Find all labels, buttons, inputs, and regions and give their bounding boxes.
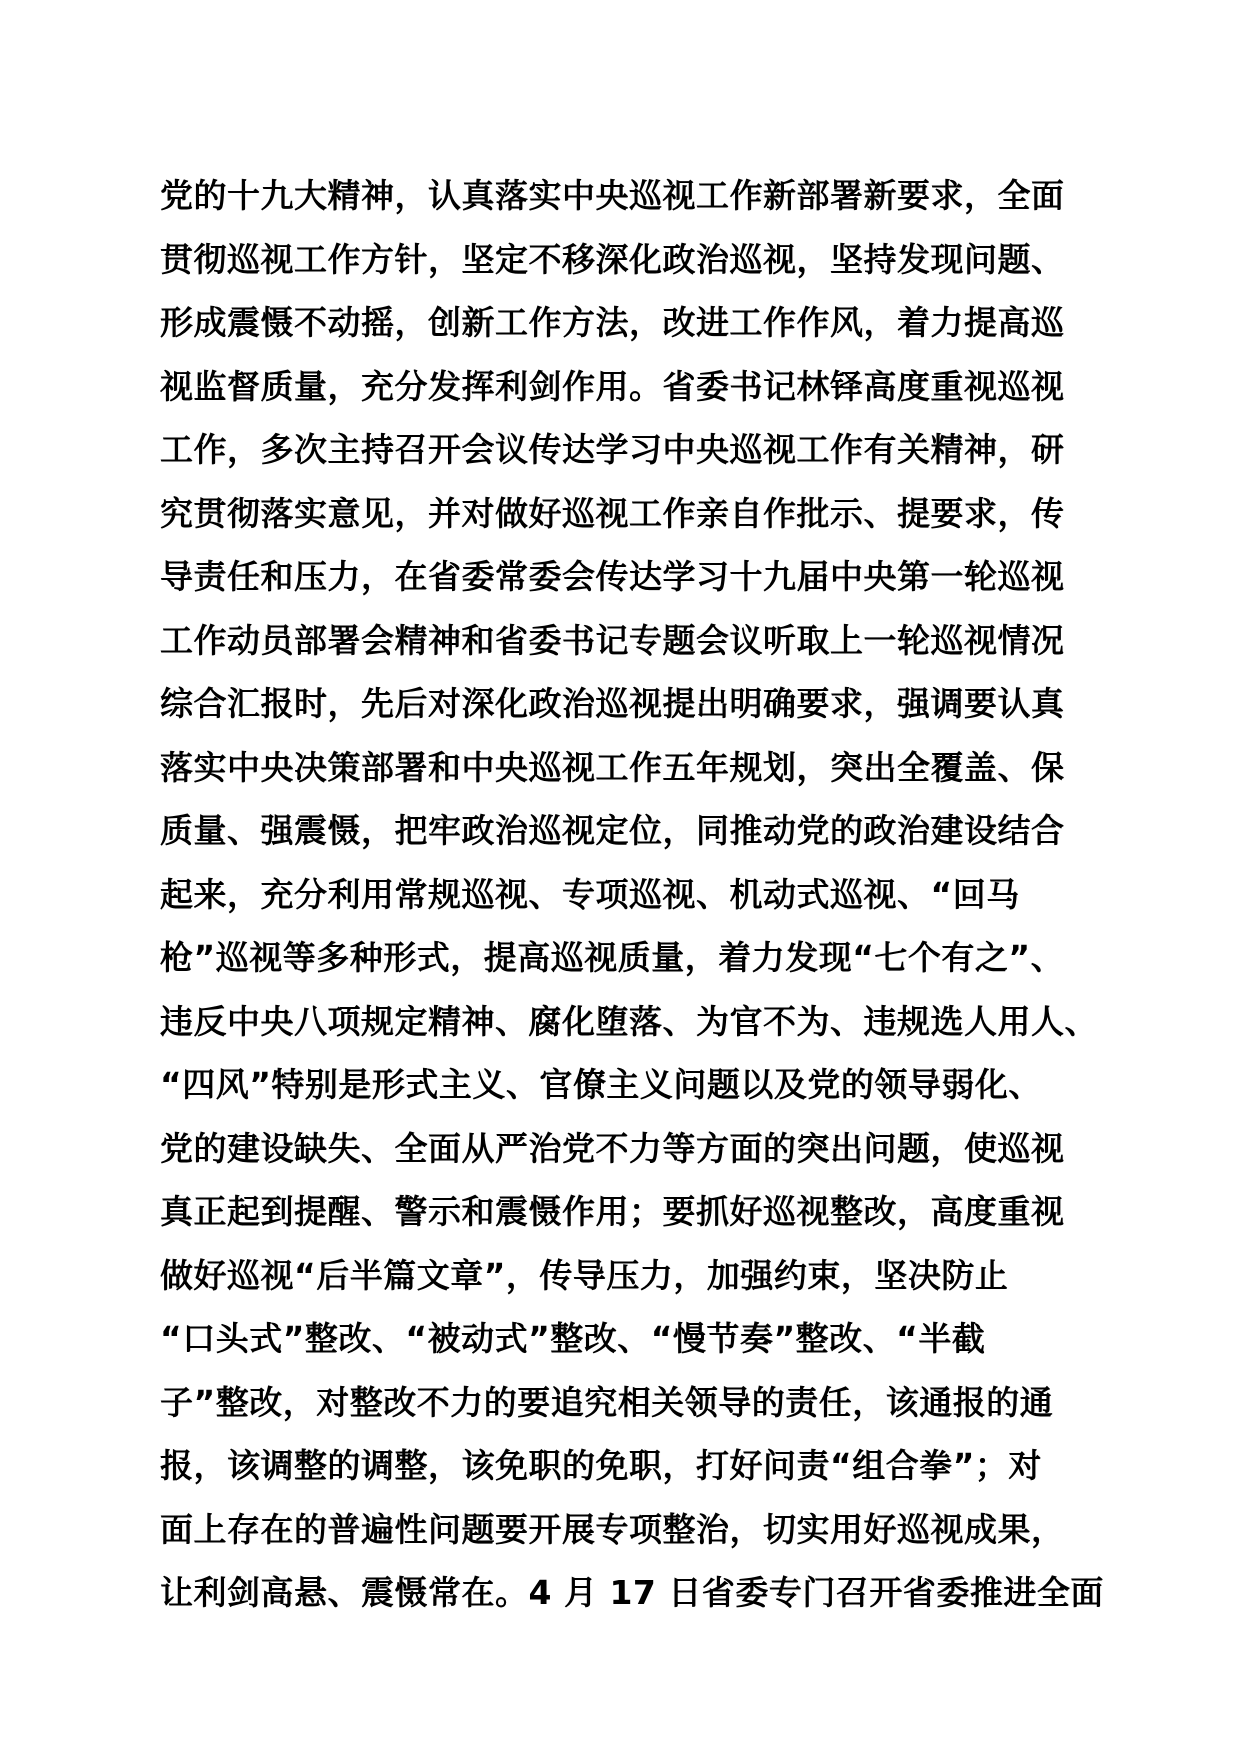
text-line: 让利剑高悬、震慑常在。4 月 17 日省委专门召开省委推进全面 xyxy=(160,1573,1104,1612)
text-line: 面上存在的普遍性问题要开展专项整治，切实用好巡视成果， xyxy=(160,1509,1065,1549)
text-line: 落实中央决策部署和中央巡视工作五年规划，突出全覆盖、保 xyxy=(160,747,1065,787)
text-line: 子”整改，对整改不力的要追究相关领导的责任，该通报的通 xyxy=(160,1382,1054,1422)
text-line: 起来，充分利用常规巡视、专项巡视、机动式巡视、“回马 xyxy=(160,874,1020,914)
text-line: 党的十九大精神，认真落实中央巡视工作新部署新要求，全面 xyxy=(160,176,1065,215)
text-line: “四风”特别是形式主义、官僚主义问题以及党的领导弱化、 xyxy=(160,1065,1042,1104)
text-line: 视监督质量，充分发挥利剑作用。省委书记林铎高度重视巡视 xyxy=(160,366,1065,406)
text-line: 究贯彻落实意见，并对做好巡视工作亲自作批示、提要求，传 xyxy=(160,493,1065,533)
text-line: 贯彻巡视工作方针，坚定不移深化政治巡视，坚持发现问题、 xyxy=(160,239,1065,279)
text-line: 党的建设缺失、全面从严治党不力等方面的突出问题，使巡视 xyxy=(160,1128,1065,1168)
text-line: 综合汇报时，先后对深化政治巡视提出明确要求，强调要认真 xyxy=(160,684,1065,723)
text-line: 形成震慑不动摇，创新工作方法，改进工作作风，着力提高巡 xyxy=(160,303,1065,342)
text-line: 导责任和压力，在省委常委会传达学习十九届中央第一轮巡视 xyxy=(160,557,1065,596)
text-line: 真正起到提醒、警示和震慑作用；要抓好巡视整改，高度重视 xyxy=(160,1192,1065,1231)
text-line: 枪”巡视等多种形式，提高巡视质量，着力发现“七个有之”、 xyxy=(160,938,1065,977)
body-text xyxy=(160,164,1104,1625)
text-line: 工作动员部署会精神和省委书记专题会议听取上一轮巡视情况 xyxy=(160,620,1065,660)
text-line: 做好巡视“后半篇文章”，传导压力，加强约束，坚决防止 xyxy=(160,1255,1009,1295)
text-line: 质量、强震慑，把牢政治巡视定位，同推动党的政治建设结合 xyxy=(160,811,1065,850)
text-line: “口头式”整改、“被动式”整改、“慢节奏”整改、“半截 xyxy=(160,1319,986,1358)
text-line: 工作，多次主持召开会议传达学习中央巡视工作有关精神，研 xyxy=(160,430,1065,469)
text-line: 报，该调整的调整，该免职的免职，打好问责“组合拳”；对 xyxy=(160,1446,1042,1485)
text-line: 违反中央八项规定精神、腐化堕落、为官不为、违规选人用人、 xyxy=(160,1001,1098,1041)
